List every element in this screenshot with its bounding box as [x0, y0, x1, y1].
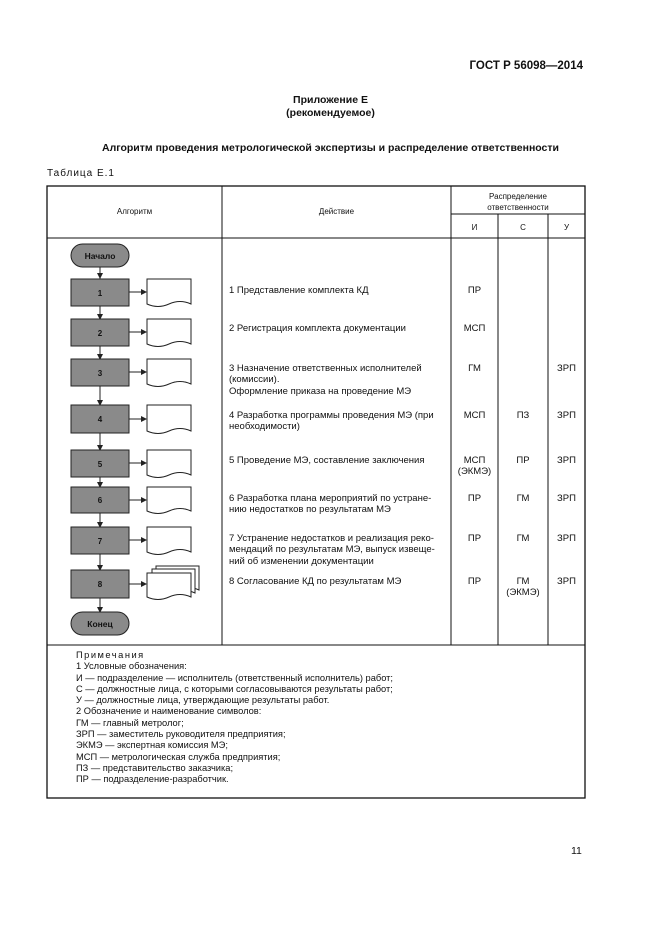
i-cell-3: ГМ: [468, 363, 481, 374]
document-symbol-6: [147, 487, 191, 514]
action-line: мендаций по результатам МЭ, выпуск извеще-: [229, 544, 435, 556]
note-line: ПЗ — представительство заказчика;: [76, 762, 234, 773]
header-algorithm: Алгоритм: [116, 207, 153, 216]
document-symbol-4: [147, 405, 191, 434]
note-line: МСП — метрологическая служба предприятия;: [76, 751, 281, 762]
document-symbol-1: [147, 279, 191, 307]
note-line: 1 Условные обозначения:: [76, 661, 187, 672]
i-cell-4: МСП: [463, 410, 486, 421]
action-line: (комиссии).: [229, 374, 280, 386]
u-cell-3: ЗРП: [557, 363, 576, 374]
end-label: Конец: [87, 619, 113, 629]
s-cell-6: ГМ: [516, 493, 530, 504]
notes-heading: Примечания: [76, 650, 145, 660]
action-row-3: [229, 363, 447, 397]
header-action: Действие: [318, 207, 355, 216]
document-symbol-7: [147, 527, 191, 555]
step-label: 5: [97, 460, 103, 469]
multi-document-symbol: [147, 566, 199, 600]
i-cell-6: ПР: [467, 493, 482, 504]
u-cell-5: ЗРП: [557, 455, 576, 466]
note-line: У — должностные лица, утверждающие результаты работ.: [76, 695, 330, 706]
action-row-5: 5 Проведение МЭ, составление заключения: [229, 455, 425, 466]
i-cell-8: ПР: [467, 576, 482, 587]
step-label: 8: [97, 580, 103, 589]
document-symbol-3: [147, 359, 191, 387]
action-line: Оформление приказа на проведение МЭ: [229, 385, 412, 397]
note-line: ПР — подразделение-разработчик.: [76, 774, 229, 785]
i-cell-5: [451, 455, 498, 478]
action-line: ний об изменении документации: [229, 555, 374, 567]
action-line: 7 Устранение недостатков и реализация реко-: [229, 533, 434, 544]
u-cell-7: ЗРП: [557, 533, 576, 544]
note-line: С — должностные лица, с которыми согласовываются результаты работ;: [76, 683, 393, 694]
header-distribution: Распределение ответственности: [487, 192, 549, 212]
note-line: ЭКМЭ — экспертная комиссия МЭ;: [76, 740, 228, 751]
note-line: 2 Обозначение и наименование символов:: [76, 706, 262, 717]
i-cell-line: МСП: [463, 455, 486, 466]
action-row-8: 8 Согласование КД по результатам МЭ: [229, 576, 402, 587]
i-cell-2: МСП: [463, 323, 486, 334]
step-label: 6: [97, 496, 103, 505]
u-cell-4: ЗРП: [557, 410, 576, 421]
step-label: 1: [97, 289, 103, 298]
action-line: 4 Разработка программы проведения МЭ (при: [229, 410, 434, 421]
page-number: 11: [571, 845, 582, 857]
step-label: 3: [97, 369, 103, 378]
step-label: 2: [97, 329, 103, 338]
action-row-2: 2 Регистрация комплекта документации: [229, 323, 406, 334]
header-i: И: [471, 223, 478, 232]
note-line: ГМ — главный метролог;: [76, 717, 184, 728]
notes-block: [76, 650, 576, 786]
header-s: С: [520, 223, 526, 232]
action-row-1: 1 Представление комплекта КД: [229, 285, 369, 296]
u-cell-6: ЗРП: [557, 493, 576, 504]
s-cell-line: ГМ: [516, 576, 530, 587]
document-code: ГОСТ Р 56098—2014: [469, 60, 583, 72]
document-symbol-5: [147, 450, 191, 478]
i-cell-1: ПР: [467, 285, 482, 296]
s-cell-4: ПЗ: [516, 410, 530, 421]
note-line: ЗРП — заместитель руководителя предприятия;: [76, 729, 286, 740]
s-cell-7: ГМ: [516, 533, 530, 544]
action-row-7: [229, 533, 447, 567]
i-cell-7: ПР: [467, 533, 482, 544]
table-label: Таблица Е.1: [47, 168, 115, 179]
i-cell-line: (ЭКМЭ): [457, 466, 492, 478]
document-symbol-2: [147, 319, 191, 347]
action-line: нию недостатков по результатам МЭ: [229, 504, 391, 516]
action-row-6: [229, 493, 447, 516]
u-cell-8: ЗРП: [557, 576, 576, 587]
step-label: 7: [97, 537, 103, 546]
action-line: 6 Разработка плана мероприятий по устране-: [229, 493, 432, 504]
appendix-title: Приложение Е: [293, 94, 368, 106]
appendix-subtitle: (рекомендуемое): [286, 107, 375, 119]
step-label: 4: [97, 415, 103, 424]
document-title: Алгоритм проведения метрологической экспертизы и распределение ответственности: [101, 142, 559, 154]
action-line: 3 Назначение ответственных исполнителей: [229, 363, 422, 374]
s-cell-8: [498, 576, 548, 599]
s-cell-5: ПР: [516, 455, 530, 466]
header-u: У: [563, 223, 570, 232]
action-row-4: [229, 410, 447, 433]
s-cell-line: (ЭКМЭ): [506, 587, 540, 599]
start-label: Начало: [84, 251, 116, 261]
note-line: И — подразделение — исполнитель (ответственный исполнитель) работ;: [76, 672, 394, 683]
action-line: необходимости): [229, 421, 300, 433]
